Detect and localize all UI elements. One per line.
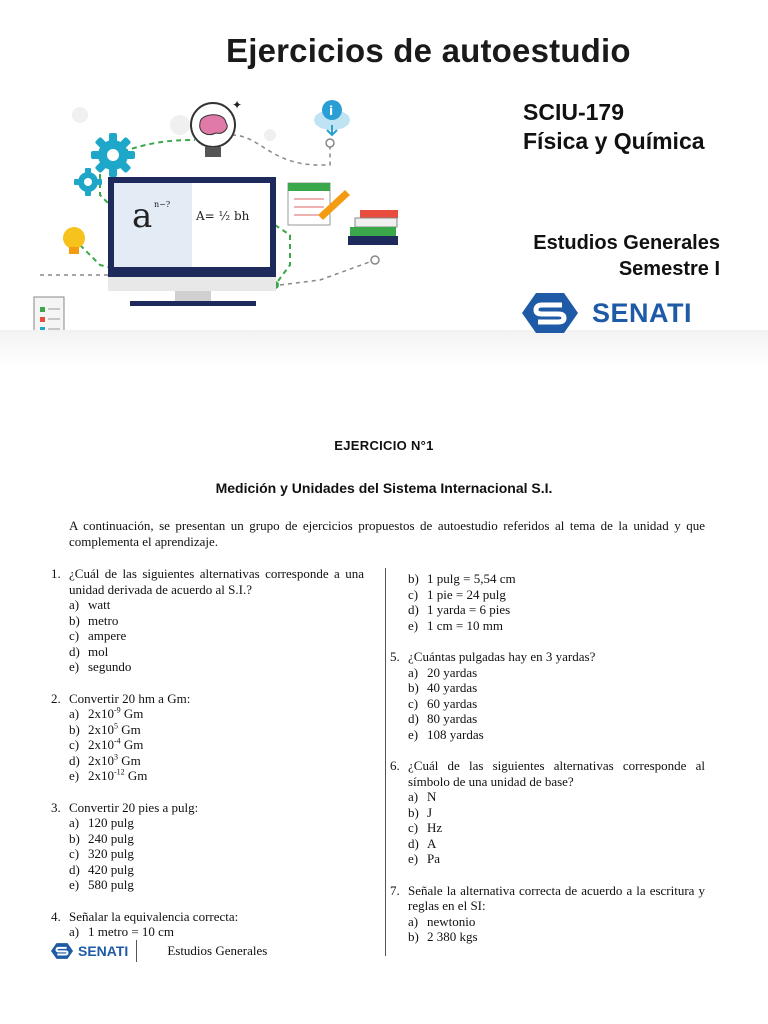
question-text: Señale la alternativa correcta de acuerdo a la escritura y reglas en el SI: xyxy=(408,882,705,913)
option: a) $2x10^{-9}$ Gm xyxy=(69,705,144,721)
option: c) 60 yardas xyxy=(408,695,478,711)
svg-text:✦: ✦ xyxy=(232,98,243,112)
question-text: ¿Cuál de las siguientes alternativas corresponde a una unidad derivada de acuerdo al S.I.? xyxy=(69,566,364,597)
option: e) 1 cm = 10 mm xyxy=(408,617,503,633)
question-text: ¿Cuántas pulgadas hay en 3 yardas? xyxy=(408,649,596,664)
question-3: 3. Convertir 20 pies a pulg: a) 120 pulg b) 240 pulg c) 320 pulg d) 420 pulg e) 580 pulg xyxy=(51,800,364,893)
option: d) A xyxy=(408,835,437,851)
question-5: 5. ¿Cuántas pulgadas hay en 3 yardas? a) 20 yardas b) 40 yardas c) 60 yardas d) 80 yardas e) 108 yardas xyxy=(390,649,705,742)
option: b) J xyxy=(408,804,433,820)
option: b) 40 yardas xyxy=(408,680,478,695)
brain-lightbulb-icon xyxy=(191,98,242,157)
option: a) 20 yardas xyxy=(408,664,478,680)
question-text: Señalar la equivalencia correcta: xyxy=(69,908,239,924)
footer-divider xyxy=(136,940,137,962)
svg-text:n−?: n−? xyxy=(154,200,171,209)
option-list xyxy=(390,571,705,633)
option: a) 120 pulg xyxy=(69,815,134,830)
option-list xyxy=(51,815,364,893)
senati-logo xyxy=(522,293,692,333)
course-code: SCIU-179 xyxy=(523,99,624,125)
option-list xyxy=(390,789,705,867)
education-illustration xyxy=(20,95,410,345)
svg-text:A= ½ bh: A= ½ bh xyxy=(196,209,250,223)
option: a) N xyxy=(408,789,437,804)
exercise-subtitle: Medición y Unidades del Sistema Internacional S.I. xyxy=(215,480,553,496)
senati-logo-text: SENATI xyxy=(592,297,693,328)
option: d) 80 yardas xyxy=(408,711,478,726)
question-1: 1. ¿Cuál de las siguientes alternativas corresponde a una unidad derivada de acuerdo al S.I.? a) watt b) metro c) ampere d) mol e) segundo xyxy=(51,566,364,674)
option: e) segundo xyxy=(69,659,132,674)
option-list xyxy=(51,597,364,675)
option: d) 1 yarda = 6 pies xyxy=(408,602,511,617)
small-gear-icon xyxy=(74,168,102,196)
option: e) $2x10^{-12}$ Gm xyxy=(69,767,148,783)
option-list xyxy=(390,914,705,945)
question-6: 6. ¿Cuál de las siguientes alternativas corresponde al símbolo de una unidad de base? a) N b) J c) Hz d) A e) Pa xyxy=(390,758,705,866)
option: d) $2x10^3$ Gm xyxy=(69,752,141,768)
exercise-title: EJERCICIO N°1 xyxy=(334,438,434,453)
footer-logo xyxy=(51,943,128,959)
senati-logo-icon xyxy=(51,943,73,959)
gear-icon xyxy=(91,133,135,177)
footer-text: Estudios Generales xyxy=(167,943,268,958)
question-text: ¿Cuál de las siguientes alternativas corresponde al símbolo de una unidad de base? xyxy=(408,758,705,789)
hero-illustration xyxy=(20,95,410,345)
option: e) 580 pulg xyxy=(69,877,134,892)
course-name: Física y Química xyxy=(523,128,705,154)
option: c) Hz xyxy=(408,820,443,835)
questions-right-column xyxy=(390,571,705,961)
option-list xyxy=(51,706,364,784)
option: a) 1 metro = 10 cm xyxy=(69,924,175,939)
senati-logo-icon xyxy=(522,293,578,333)
exercise-intro: A continuación, se presentan un grupo de ejercicios propuestos de autoestudio referidos al tema de la unidad y que complementa el aprendizaje. xyxy=(69,518,705,549)
question-4: 4. Señalar la equivalencia correcta: a) 1 metro = 10 cm xyxy=(51,909,364,940)
page-footer xyxy=(51,940,267,962)
semester-label: Semestre I xyxy=(618,258,720,280)
questions-left-column xyxy=(51,566,364,956)
department-info xyxy=(533,230,720,282)
option: b) 2 380 kgs xyxy=(408,929,478,944)
option: a) watt xyxy=(69,597,111,612)
books-icon xyxy=(348,210,398,245)
question-text: Convertir 20 pies a pulg: xyxy=(69,799,199,815)
department-name: Estudios Generales xyxy=(533,232,720,254)
option: c) 1 pie = 24 pulg xyxy=(408,586,506,602)
option: b) 240 pulg xyxy=(69,830,134,846)
option: c) $2x10^{-4}$ Gm xyxy=(69,736,144,752)
svg-text:i: i xyxy=(329,104,334,118)
question-7: 7. Señale la alternativa correcta de acuerdo a la escritura y reglas en el SI: a) newtonio b) 2 380 kgs xyxy=(390,882,705,944)
notebook-pencil-icon xyxy=(288,183,350,225)
option-list xyxy=(51,924,364,940)
option: b) 1 pulg = 5,54 cm xyxy=(408,571,516,586)
hero-bottom-shade xyxy=(0,330,768,366)
option: c) 320 pulg xyxy=(69,846,134,861)
course-info xyxy=(523,98,705,156)
option: b) metro xyxy=(69,612,119,628)
option-list xyxy=(390,665,705,743)
option: b) $2x10^5$ Gm xyxy=(69,721,141,737)
option: e) Pa xyxy=(408,851,440,866)
footer-logo-text: SENATI xyxy=(78,943,129,959)
option: d) mol xyxy=(69,643,109,659)
monitor-icon xyxy=(108,177,276,306)
column-divider xyxy=(385,568,386,956)
option: c) ampere xyxy=(69,628,127,643)
page-title: Ejercicios de autoestudio xyxy=(226,32,631,69)
option: e) 108 yardas xyxy=(408,726,484,742)
question-text: Convertir 20 hm a Gm: xyxy=(69,690,191,706)
info-cloud-icon xyxy=(314,100,350,135)
option: a) newtonio xyxy=(408,913,476,929)
lightbulb-icon xyxy=(63,227,85,254)
svg-text:a: a xyxy=(132,196,153,236)
question-2: 2. Convertir 20 hm a Gm: a) $2x10^{-9}$ Gm b) $2x10^5$ Gm c) $2x10^{-4}$ Gm d) $2x10^3$ Gm e) $2x10^{-12}$ Gm xyxy=(51,691,364,784)
option: d) 420 pulg xyxy=(69,861,134,877)
question-4-continued xyxy=(390,571,705,633)
